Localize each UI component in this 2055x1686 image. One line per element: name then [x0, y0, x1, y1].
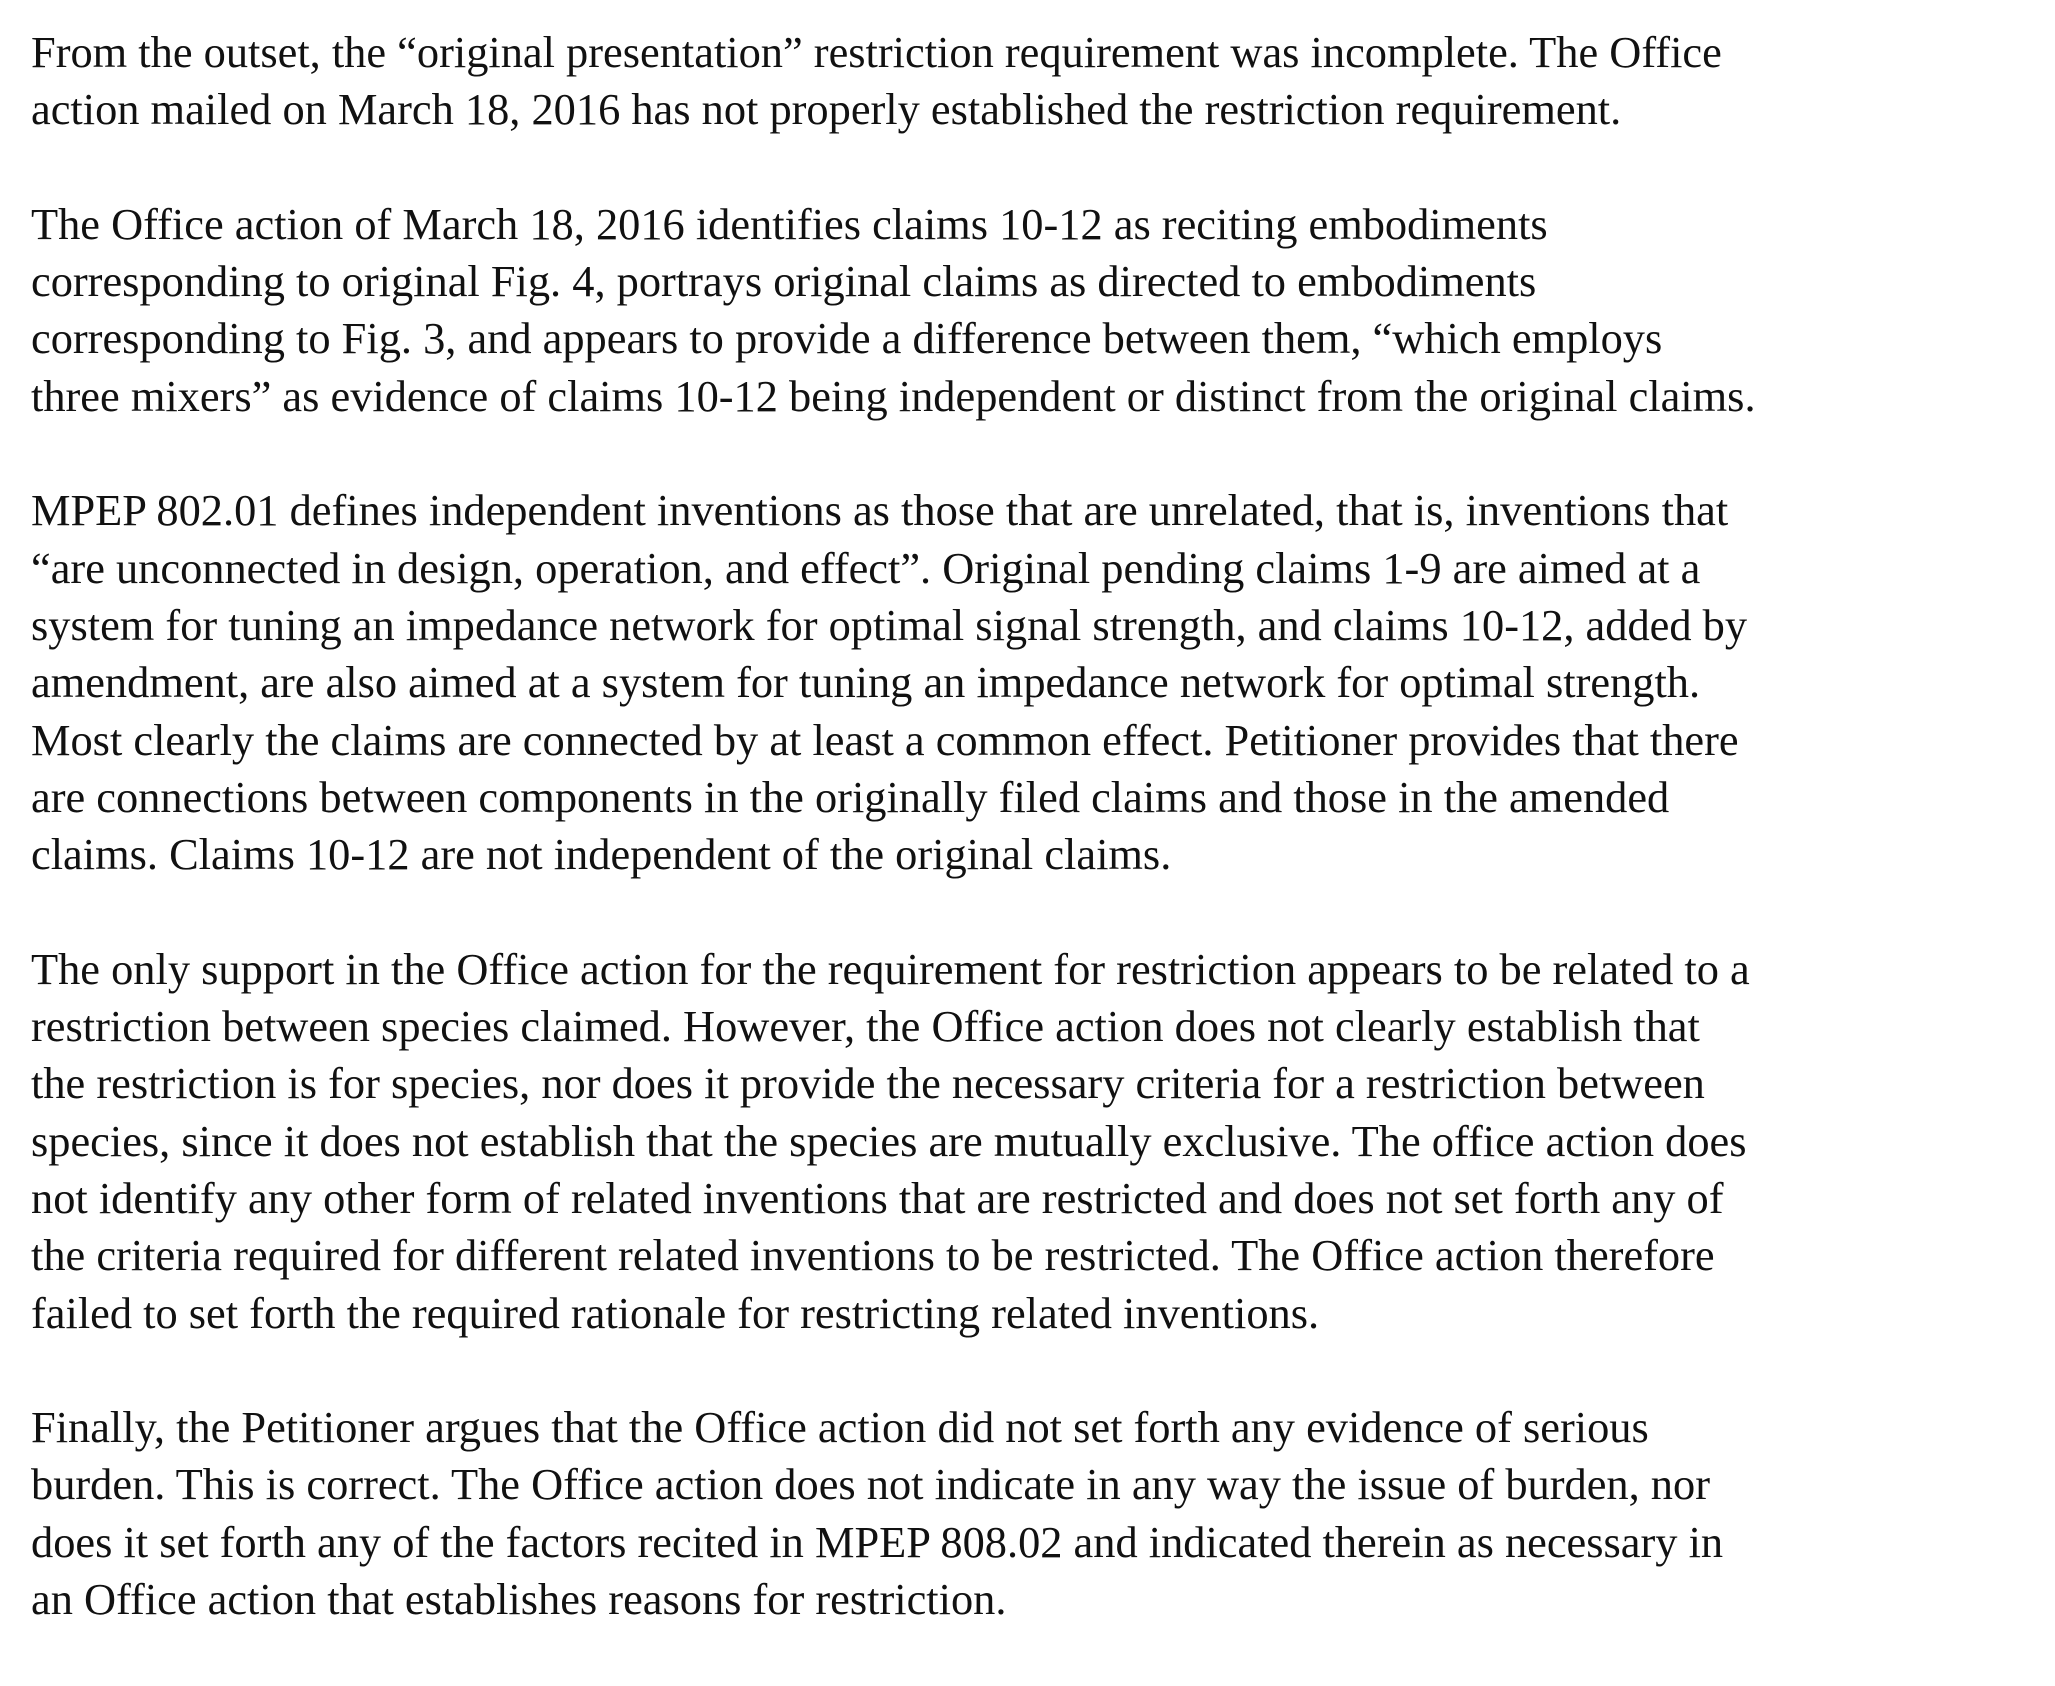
- text-line: “are unconnected in design, operation, and effect”. Original pending claims 1-9 are aimed at a: [31, 542, 1701, 593]
- text-line: species, since it does not establish that the species are mutually exclusive. The office action does: [31, 1115, 1747, 1166]
- text-line: the restriction is for species, nor does it provide the necessary criteria for a restriction between: [31, 1058, 1705, 1109]
- paragraph-2: [31, 196, 2051, 425]
- paragraph-4: [31, 941, 2051, 1342]
- text-line: failed to set forth the required rationale for restricting related inventions.: [31, 1287, 1320, 1338]
- text-line: The Office action of March 18, 2016 identifies claims 10-12 as reciting embodiments: [31, 198, 1548, 249]
- text-line: does it set forth any of the factors recited in MPEP 808.02 and indicated therein as necessary in: [31, 1516, 1724, 1567]
- text-line: Finally, the Petitioner argues that the Office action did not set forth any evidence of serious: [31, 1402, 1649, 1453]
- text-line: are connections between components in the originally filed claims and those in the amended: [31, 771, 1670, 822]
- text-line: burden. This is correct. The Office action does not indicate in any way the issue of burden, nor: [31, 1459, 1710, 1510]
- paragraph-3: [31, 482, 2051, 883]
- text-line: amendment, are also aimed at a system for tuning an impedance network for optimal strength.: [31, 657, 1701, 708]
- text-line: Most clearly the claims are connected by at least a common effect. Petitioner provides that there: [31, 714, 1739, 765]
- text-line: MPEP 802.01 defines independent inventions as those that are unrelated, that is, inventions that: [31, 485, 1729, 536]
- paragraph-5: [31, 1399, 2051, 1628]
- text-line: action mailed on March 18, 2016 has not properly established the restriction requirement.: [31, 84, 1622, 135]
- text-line: restriction between species claimed. However, the Office action does not clearly establish that: [31, 1001, 1700, 1052]
- text-line: not identify any other form of related inventions that are restricted and does not set forth any of: [31, 1172, 1724, 1223]
- text-line: three mixers” as evidence of claims 10-12 being independent or distinct from the original claims.: [31, 370, 1756, 421]
- text-line: corresponding to Fig. 3, and appears to provide a difference between them, “which employs: [31, 313, 1663, 364]
- document-body: [31, 24, 2051, 1686]
- text-line: corresponding to original Fig. 4, portrays original claims as directed to embodiments: [31, 256, 1537, 307]
- text-line: the criteria required for different related inventions to be restricted. The Office action therefore: [31, 1230, 1715, 1281]
- text-line: an Office action that establishes reasons for restriction.: [31, 1574, 1007, 1625]
- paragraph-1: [31, 24, 2051, 139]
- text-line: system for tuning an impedance network for optimal signal strength, and claims 10-12, added by: [31, 599, 1748, 650]
- text-line: claims. Claims 10-12 are not independent of the original claims.: [31, 829, 1172, 880]
- text-line: From the outset, the “original presentation” restriction requirement was incomplete. The Office: [31, 27, 1722, 77]
- text-line: The only support in the Office action for the requirement for restriction appears to be related to a: [31, 943, 1750, 994]
